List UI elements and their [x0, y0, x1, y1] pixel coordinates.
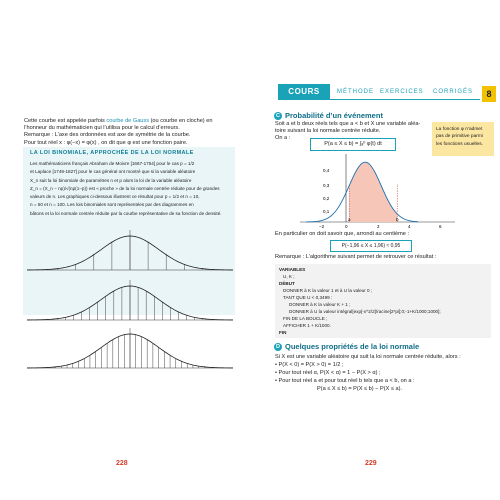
- intro-paragraph: Cette courbe est appelée parfois courbe de Gauss (ou courbe en cloche) en l’honneur du mathématicien qui l’utilisa pour le calcul d’erreurs. Remarque : L’axe des ordonnées est axe de symétrie de la courbe. Pour tout réel x : φ(−x) = φ(x) , on dit que φ est une fonction paire.: [24, 118, 213, 146]
- x-tick-2: 2: [377, 224, 380, 229]
- section-d-badge: D: [274, 343, 282, 351]
- x-tick-m2: −2: [319, 224, 325, 229]
- x-tick-0: 0: [345, 224, 348, 229]
- tab-exercices[interactable]: EXERCICES: [380, 89, 424, 95]
- binomial-graphs: [24, 228, 236, 374]
- section-c-text: Soit a et b deux réels tels que a < b et X une variable aléa- toire suivant la loi normale centrée réduite. On a :: [275, 121, 421, 142]
- x-tick-6: 6: [439, 224, 442, 229]
- section-c-badge: C: [274, 112, 282, 120]
- tab-corriges[interactable]: CORRIGÉS: [433, 89, 474, 95]
- chapter-badge: 8: [482, 86, 496, 102]
- tab-cours[interactable]: COURS: [278, 84, 330, 100]
- y-tick-01: 0,1: [323, 209, 330, 214]
- header-rule: [330, 99, 480, 100]
- remark-text: Remarque : L’algorithme suivant permet de retrouver ce résultat :: [275, 254, 437, 260]
- y-tick-02: 0,2: [323, 196, 330, 201]
- binomial-box-text: Les mathématiciens français Abraham de Moivre [1667-1754] pour le cas p = 1/2 et Laplace [1749-1827] pour le cas général ont montré que si la variable aléatoire X_n suit la loi binomiale de paramètres n et p alors la loi de la variable aléatoire Z_n = (X_n − np)/√(np(1−p)) est « proche » de la loi normale centrée réduite pour de grandes valeurs de n. Les graphiques ci-dessous illustrent ce résultat pour p = 1/2 et n = 10, n = 50 et n = 100. Les lois binomiales sont représentées par des diagrammes en bâtons et la loi normale centrée réduite par la courbe représentative de sa fonction de densité.: [30, 161, 222, 216]
- graph-n100: [27, 328, 233, 368]
- y-tick-04: 0,4: [323, 168, 330, 173]
- x-tick-4: 4: [408, 224, 411, 229]
- section-c-title: Probabilité d’un événement: [285, 111, 383, 120]
- integral-formula: P(a ≤ X ≤ b) = ∫ₐᵇ φ(t) dt: [310, 138, 396, 151]
- side-note-text: La fonction φ n’admet pas de primitive parmi les fonctions usuelles.: [436, 127, 483, 147]
- y-tick-03: 0,3: [323, 183, 330, 188]
- algorithm-code: VARIABLES U, K ; DÉBUT DONNER à K la valeur 1 et à U la valeur 0 ; TANT QUE U < 0,3499 : DONNER à K la valeur K + 1 ; DONNER à U la valeur intégral[exp[-x^2/2]/racine[2*pi];0;-1+K/1000;1000]; FIN DE LA BOUCLE ; AFFICHER 1 + K/1000. FIN: [279, 267, 441, 335]
- density-graph: [290, 150, 460, 230]
- label-a: a: [348, 217, 351, 222]
- section-d-title: Quelques propriétés de la loi normale: [285, 342, 420, 351]
- result-box: P(−1,96 ≤ X ≤ 1,96) ≈ 0,95: [330, 240, 412, 252]
- binomial-box-title: LA LOI BINOMIALE, APPROCHÉE DE LA LOI NORMALE: [30, 150, 194, 156]
- page-number-right: 229: [365, 460, 377, 467]
- particular-text: En particulier on doit savoir que, arrondi au centième :: [275, 231, 410, 237]
- label-b: b: [396, 217, 399, 222]
- section-d-text: Si X est une variable aléatoire qui suit la loi normale centrée réduite, alors : • P(X < 0) = P(X > 0) = 1/2 ; • Pour tout réel α, P(X < α) = 1 − P(X > α) ; • Pour tout réel a et pour tout réel b tels que a < b, on a : P(a ≤ X ≤ b) = P(X ≤ b) − P(X ≤ a).: [275, 354, 461, 392]
- gauss-link: courbe de Gauss: [106, 118, 150, 124]
- page-number-left: 228: [116, 460, 128, 467]
- graph-n10: [27, 230, 233, 270]
- graph-n50: [27, 280, 233, 320]
- tab-methode[interactable]: MÉTHODE: [337, 89, 374, 95]
